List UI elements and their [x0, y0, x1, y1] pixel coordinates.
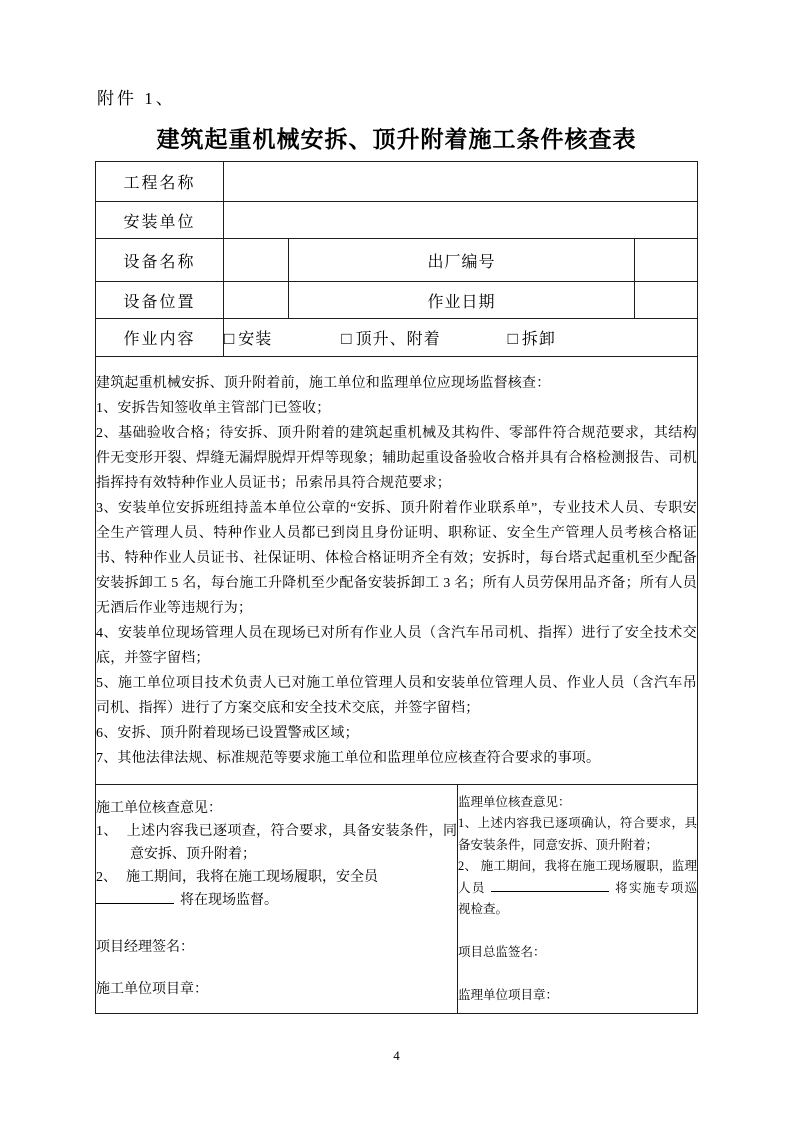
row-equipment-position — [96, 282, 698, 319]
row-project-name — [96, 162, 698, 202]
construction-opinion-cell — [96, 785, 458, 1014]
factory-no-label: 出厂编号 — [289, 239, 635, 282]
project-name-field[interactable] — [224, 162, 698, 202]
work-content-options — [224, 319, 698, 357]
supervision-item2-post-text: 将实施专项巡视检查。 — [458, 880, 697, 916]
install-unit-field[interactable] — [224, 202, 698, 239]
checklist-cell — [96, 357, 698, 785]
supervision-unit-seal-label: 监理单位项目章： — [458, 988, 559, 1002]
supervisor-blank-line[interactable] — [491, 879, 609, 892]
construction-item2-number: 2、 — [96, 870, 117, 885]
checklist-item-7: 7、其他法律法规、标准规范等要求施工单位和监理单位应核查符合要求的事项。 — [96, 750, 601, 766]
option-jackup-attach-label: 顶升、附着 — [355, 331, 441, 348]
row-work-content — [96, 319, 698, 357]
row-opinions — [96, 785, 698, 1014]
row-checklist — [96, 357, 698, 785]
safety-officer-blank-line[interactable] — [96, 891, 174, 904]
project-manager-signature-label: 项目经理签名： — [96, 940, 194, 955]
row-install-unit — [96, 202, 698, 239]
equipment-name-field[interactable] — [224, 239, 289, 282]
supervision-opinion-cell — [458, 785, 698, 1014]
row-equipment-name — [96, 239, 698, 282]
construction-item1-number: 1、 — [96, 824, 118, 839]
checklist-item-5: 5、施工单位项目技术负责人已对施工单位管理人员和安装单位管理人员、作业人员（含汽车吊司机、指挥）进行了方案交底和安全技术交底，并签字留档； — [96, 675, 697, 716]
factory-no-field[interactable] — [635, 239, 698, 282]
supervision-opinion-item-1: 1、上述内容我已逐项确认，符合要求，具备安装条件，同意安拆、顶升附着； — [458, 816, 697, 852]
checklist-item-6: 6、安拆、顶升附着现场已设置警戒区域； — [96, 725, 359, 741]
construction-item1-text: 上述内容我已逐项查，符合要求，具备安装条件，同意安拆、顶升附着； — [126, 824, 457, 862]
chief-supervisor-signature-label: 项目总监签名： — [458, 944, 546, 959]
work-date-field[interactable] — [635, 282, 698, 319]
checkbox-dismantle-icon[interactable]: □ — [507, 329, 519, 348]
equipment-position-field[interactable] — [224, 282, 289, 319]
option-install — [224, 331, 272, 348]
equipment-name-label: 设备名称 — [96, 239, 224, 282]
checklist-item-1: 1、安拆告知签收单主管部门已签收； — [96, 400, 331, 416]
construction-item2-text: 施工期间，我将在施工现场履职，安全员 — [126, 870, 378, 885]
page-number: 4 — [393, 1048, 400, 1063]
install-unit-label: 安装单位 — [96, 202, 224, 239]
equipment-position-label: 设备位置 — [96, 282, 224, 319]
document-title: 建筑起重机械安拆、顶升附着施工条件核查表 — [156, 126, 637, 152]
project-name-label: 工程名称 — [96, 162, 224, 202]
checklist-item-3: 3、安装单位安拆班组持盖本单位公章的“安拆、顶升附着作业联系单”，专业技术人员、专职安全生产管理人员、特种作业人员都已到岗且身份证明、职称证、安全生产管理人员考核合格证书、特种作业人员证书、社保证明、体检合格证明齐全有效；安拆时，每台塔式起重机至少配备安装拆卸工 5 名，每台施工升降机至少配备安装拆卸工 3 名；所有人员劳保用品齐备；所有人员无酒后作业等违规行为； — [96, 500, 697, 616]
work-content-label: 作业内容 — [96, 319, 224, 357]
construction-item2-cont-text: 将在现场监督。 — [180, 893, 278, 908]
work-date-label: 作业日期 — [289, 282, 635, 319]
checklist-form-table — [95, 161, 698, 1014]
checkbox-jackup-attach-icon[interactable]: □ — [341, 329, 353, 348]
construction-opinion-title: 施工单位核查意见： — [96, 801, 222, 816]
checklist-item-4: 4、安装单位现场管理人员在现场已对所有作业人员（含汽车吊司机、指挥）进行了安全技术交底，并签字留档； — [96, 625, 697, 666]
attachment-label: 附件 1、 — [97, 89, 176, 108]
checklist-item-2: 2、基础验收合格；待安拆、顶升附着的建筑起重机械及其构件、零部件符合规范要求，其结构件无变形开裂、焊缝无漏焊脱焊开焊等现象；辅助起重设备验收合格并具有合格检测报告、司机指挥持有效特种作业人员证书；吊索吊具符合规范要求； — [96, 425, 697, 491]
supervision-opinion-title: 监理单位核查意见： — [458, 794, 571, 809]
option-jackup-attach — [341, 331, 440, 348]
option-dismantle — [508, 331, 556, 348]
supervision-opinion-item-2 — [458, 856, 697, 921]
construction-item2-continuation — [96, 889, 457, 912]
construction-opinion-item-1 — [96, 820, 457, 866]
option-install-label: 安装 — [238, 331, 273, 348]
checklist-intro: 建筑起重机械安拆、顶升附着前，施工单位和监理单位应现场监督核查： — [96, 375, 551, 391]
checkbox-install-icon[interactable]: □ — [224, 329, 236, 348]
supervision-item2-pre-text: 2、 施工期间，我将在施工现场履职，监理人员 — [458, 859, 697, 895]
option-dismantle-label: 拆卸 — [521, 331, 556, 348]
construction-opinion-item-2 — [96, 866, 457, 889]
construction-unit-seal-label: 施工单位项目章： — [96, 982, 208, 997]
